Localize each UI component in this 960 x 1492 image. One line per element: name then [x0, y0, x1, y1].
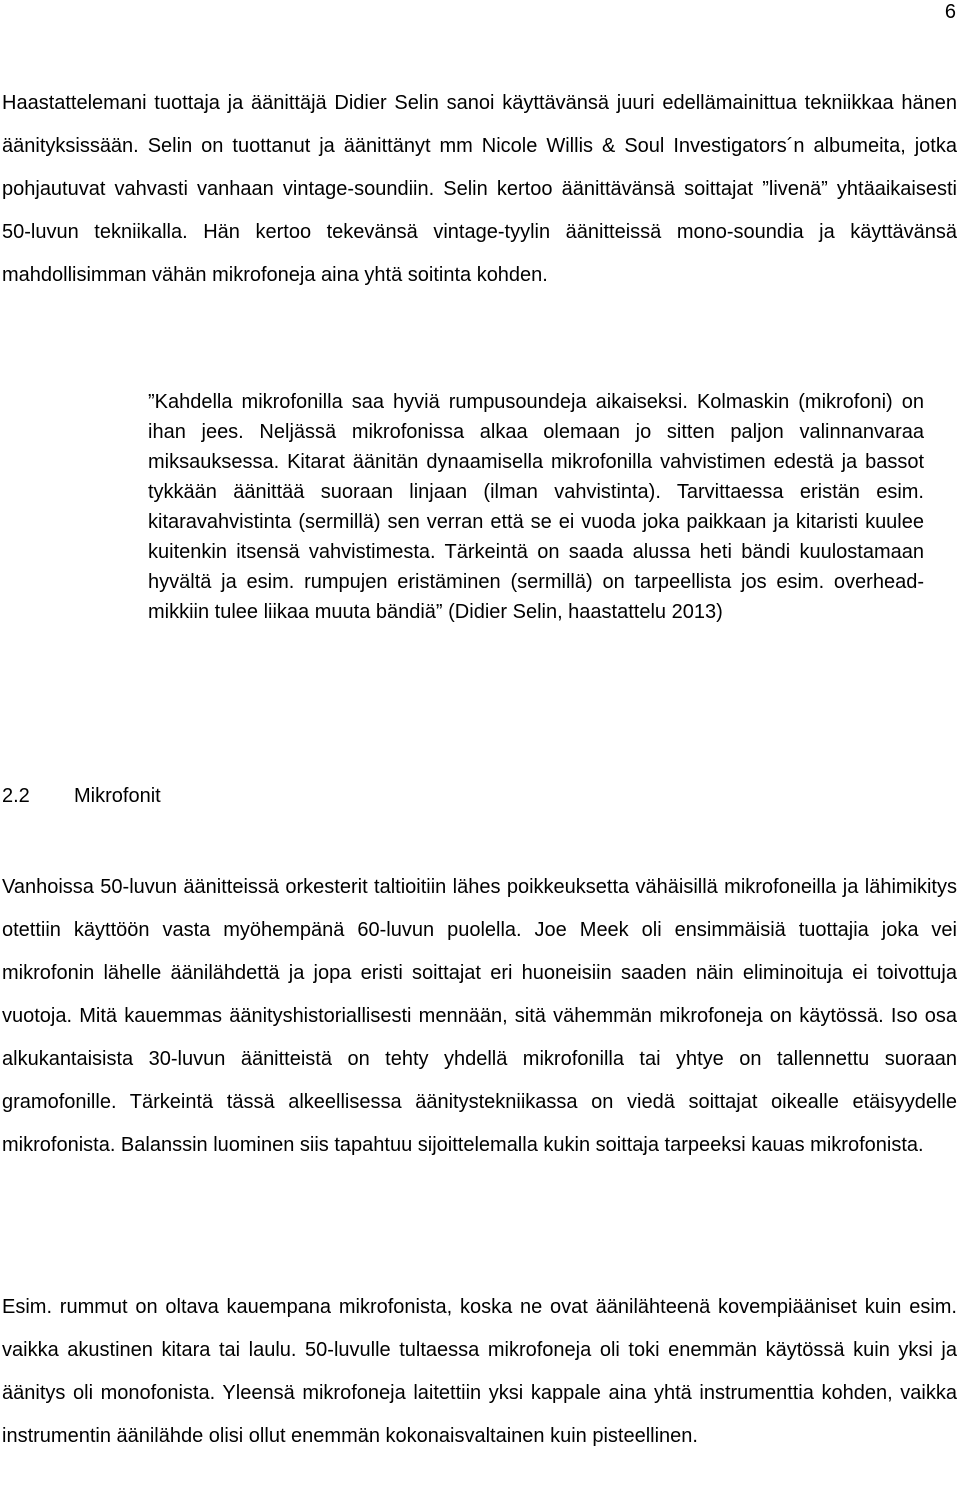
- page-number: 6: [944, 1, 956, 23]
- section-number: 2.2: [2, 785, 30, 807]
- section-title: Mikrofonit: [74, 785, 161, 807]
- body-paragraph-example: Esim. rummut on oltava kauempana mikrofonista, koska ne ovat äänilähteenä kovempiääniset kuin esim. vaikka akustinen kitara tai laulu. 50-luvulle tultaessa mikrofoneja oli toki enemmän käytössä kuin yksi ja äänitys oli monofonista. Yleensä mikrofoneja laitettiin yksi kappale aina yhtä instrumenttia kohden, vaikka instrumentin äänilähde olisi ollut enemmän kokonaisvaltainen kuin pisteellinen.: [2, 1296, 957, 1447]
- body-paragraph-history: Vanhoissa 50-luvun äänitteissä orkesterit taltioitiin lähes poikkeuksetta vähäisillä mikrofoneilla ja lähimikitys otettiin käyttöön vasta myöhempänä 60-luvun puolella. Joe Meek oli ensimmäisiä tuottajia joka vei mikrofonin lähelle äänilähdettä ja jopa eristi soittajat eri huoneisiin saaden näin eliminoituja ei toivottuja vuotoja. Mitä kauemmas äänityshistoriallisesti mennään, sitä vähemmän mikrofoneja on käytössä. Iso osa alkukantaisista 30-luvun äänitteistä on tehty yhdellä mikrofonilla tai yhtye on tallennettu suoraan gramofonille. Tärkeintä tässä alkeellisessa äänitystekniikassa on viedä soittajat oikealle etäisyydelle mikrofonista. Balanssin luominen siis tapahtuu sijoittelemalla kukin soittaja tarpeeksi kauas mikrofonista.: [2, 876, 957, 1156]
- section-heading: [2, 780, 161, 812]
- block-quote: ”Kahdella mikrofonilla saa hyviä rumpusoundeja aikaiseksi. Kolmaskin (mikrofoni) on ihan jees. Neljässä mikrofonissa alkaa olemaan jo sitten paljon valinnanvaraa miksauksessa. Kitarat äänitän dynaamisella mikrofonilla vahvistimen edestä ja bassot tykkään äänittää suoraan linjaan (ilman vahvistinta). Tarvittaessa eristän esim. kitaravahvistinta (sermillä) sen verran että se ei vuoda joka paikkaan ja kitaristi kuulee kuitenkin itsensä vahvistimesta. Tärkeintä on saada alussa heti bändi kuulostamaan hyvältä ja esim. rumpujen eristäminen (sermillä) on tarpeellista jos esim. overhead-mikkiin tulee liikaa muuta bändiä” (Didier Selin, haastattelu 2013): [148, 391, 924, 623]
- body-paragraph-interview: Haastattelemani tuottaja ja äänittäjä Didier Selin sanoi käyttävänsä juuri edellämainittua tekniikkaa hänen äänityksissään. Selin on tuottanut ja äänittänyt mm Nicole Willis & Soul Investigators´n albumeita, jotka pohjautuvat vahvasti vanhaan vintage-soundiin. Selin kertoo äänittävänsä soittajat ”livenä” yhtäaikaisesti 50-luvun tekniikalla. Hän kertoo tekevänsä vintage-tyylin äänitteissä mono-soundia ja käyttävänsä mahdollisimman vähän mikrofoneja aina yhtä soitinta kohden.: [2, 92, 957, 286]
